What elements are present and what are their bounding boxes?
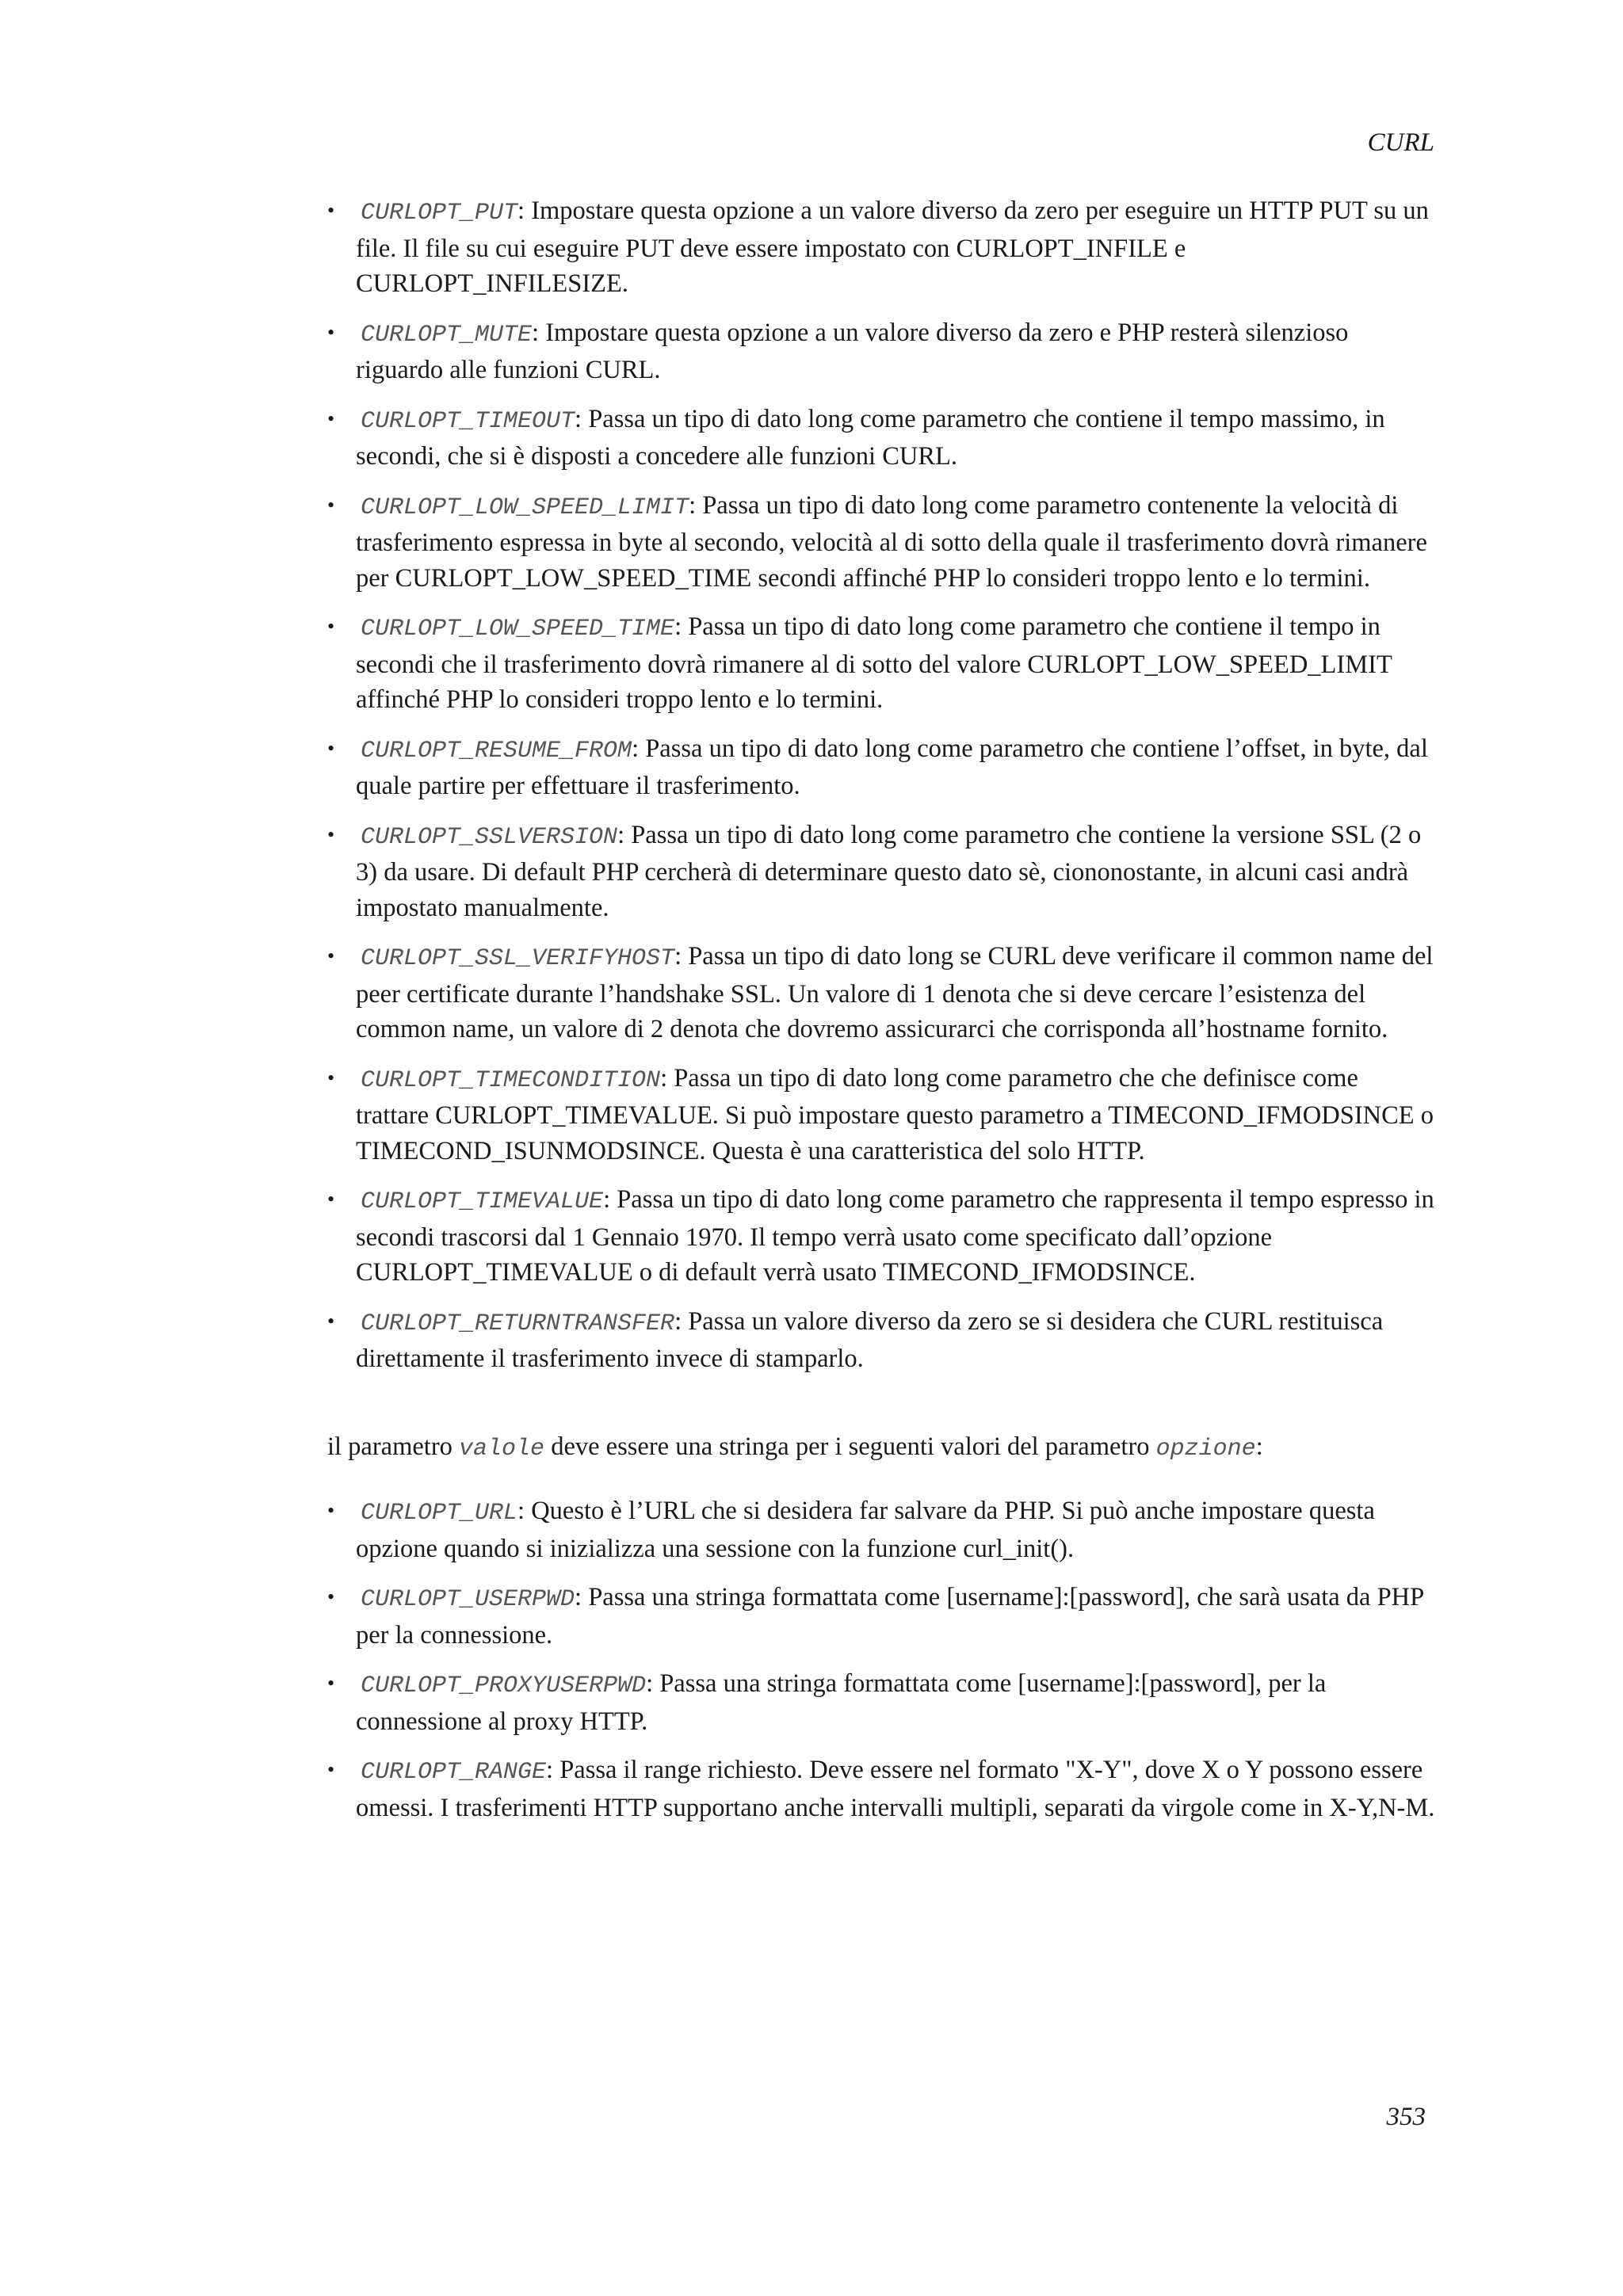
bullet-icon: • [327,736,335,760]
list-item [327,1580,1437,1653]
bullet-icon: • [327,615,335,638]
bullet-icon: • [327,406,335,430]
list-item [327,818,1437,926]
bullet-icon: • [327,493,335,517]
option-description: : Passa un valore diverso da zero se si desidera che CURL restituisca direttamente il trasferimento invece di stamparlo. [356,1306,1384,1373]
option-name: CURLOPT_TIMEOUT [361,407,575,435]
option-description: : Passa il range richiesto. Deve essere nel formato "X-Y", dove X o Y possono essere omessi. I trasferimenti HTTP supportano anche intervalli multipli, separati da virgole come in X-Y,N-M. [356,1756,1435,1822]
option-description: : Passa un tipo di dato long come parametro che contiene l’offset, in byte, dal quale partire per effettuare il trasferimento. [356,734,1428,800]
bullet-icon: • [327,1585,335,1608]
option-name: CURLOPT_RETURNTRANSFER [361,1310,675,1337]
bullet-icon: • [327,1188,335,1211]
intro-paragraph [327,1429,1437,1467]
list-item [327,1666,1437,1739]
option-name: CURLOPT_USERPWD [361,1586,575,1613]
intro-text-middle: deve essere una stringa per i seguenti valori del parametro [544,1432,1156,1461]
option-name: CURLOPT_LOW_SPEED_TIME [361,616,675,643]
bullet-icon: • [327,1309,335,1333]
list-item [327,1753,1437,1825]
intro-text-start: il parametro [327,1432,460,1461]
option-description: : Passa una stringa formattata come [username]:[password], per la connessione al proxy HTTP. [356,1669,1327,1736]
option-description: : Impostare questa opzione a un valore diverso da zero e PHP resterà silenzioso riguardo alle funzioni CURL. [356,318,1349,384]
option-name: CURLOPT_PUT [361,200,518,227]
list-item [327,1304,1437,1377]
list-item [327,1493,1437,1566]
option-description: : Passa un tipo di dato long se CURL deve verificare il common name del peer certificate durante l’handshake SSL. Un valore di 1 denota che si deve cercare l’esistenza del common name, un valore di 2 denota che dovremo assicurarci che corrisponda all’hostname fornito. [356,942,1434,1043]
option-description: : Passa un tipo di dato long come parametro che contiene la versione SSL (2 o 3) da usare. Di default PHP cercherà di determinare questo dato sè, ciononostante, in alcuni casi andrà impostato manualmente. [356,820,1422,922]
option-name: CURLOPT_SSL_VERIFYHOST [361,945,675,972]
option-name: CURLOPT_RANGE [361,1759,547,1786]
option-description: : Questo è l’URL che si desidera far salvare da PHP. Si può anche impostare questa opzione quando si inizializza una sessione con la funzione curl_init(). [356,1497,1375,1563]
intro-code-valole: valole [459,1435,545,1463]
list-item [327,488,1437,597]
intro-text-end: : [1255,1432,1263,1461]
page-content [327,193,1437,1839]
bullet-icon: • [327,1066,335,1089]
page-number: 353 [1386,2103,1426,2131]
bullet-icon: • [327,199,335,222]
option-name: CURLOPT_RESUME_FROM [361,737,632,765]
option-name: CURLOPT_PROXYUSERPWD [361,1672,647,1699]
bullet-icon: • [327,1758,335,1781]
list-item [327,1061,1437,1169]
list-item [327,402,1437,475]
list-item [327,1182,1437,1291]
bullet-icon: • [327,944,335,967]
list-item [327,193,1437,302]
long-option-list [327,193,1437,1377]
option-name: CURLOPT_LOW_SPEED_LIMIT [361,494,689,521]
option-name: CURLOPT_MUTE [361,321,533,349]
bullet-icon: • [327,320,335,344]
option-name: CURLOPT_TIMECONDITION [361,1066,661,1094]
running-header: CURL [1367,128,1434,157]
bullet-icon: • [327,1499,335,1522]
option-name: CURLOPT_TIMEVALUE [361,1188,604,1215]
option-description: : Impostare questa opzione a un valore diverso da zero per eseguire un HTTP PUT su un file. Il file su cui eseguire PUT deve essere impostato con CURLOPT_INFILE e CURLOPT_INFILESIZE. [356,196,1429,298]
option-description: : Passa un tipo di dato long come parametro che contiene il tempo in secondi che il trasferimento dovrà rimanere al di sotto del valore CURLOPT_LOW_SPEED_LIMIT affinché PHP lo consideri troppo lento e lo termini. [356,612,1392,714]
intro-code-opzione: opzione [1155,1435,1256,1463]
option-description: : Passa un tipo di dato long come parametro che contiene il tempo massimo, in secondi, che si è disposti a concedere alle funzioni CURL. [356,404,1385,471]
option-description: : Passa un tipo di dato long come parametro che che definisce come trattare CURLOPT_TIMEVALUE. Si può impostare questo parametro a TIMECOND_IFMODSINCE o TIMECOND_ISUNMODSINCE. Questa è una caratteristica del solo HTTP. [356,1063,1434,1165]
bullet-icon: • [327,1672,335,1695]
option-description: : Passa una stringa formattata come [username]:[password], che sarà usata da PHP per la connessione. [356,1583,1423,1650]
option-description: : Passa un tipo di dato long come parametro contenente la velocità di trasferimento espressa in byte al secondo, velocità al di sotto della quale il trasferimento dovrà rimanere per CURLOPT_LOW_SPEED_TIME secondi affinché PHP lo consideri troppo lento e lo termini. [356,490,1427,593]
option-name: CURLOPT_URL [361,1500,518,1527]
list-item [327,939,1437,1047]
list-item [327,609,1437,718]
list-item [327,731,1437,804]
option-name: CURLOPT_SSLVERSION [361,823,618,851]
string-option-list [327,1493,1437,1825]
list-item [327,315,1437,388]
option-description: : Passa un tipo di dato long come parametro che rappresenta il tempo espresso in secondi trascorsi dal 1 Gennaio 1970. Il tempo verrà usato come specificato dall’opzione CURLOPT_TIMEVALUE o di default verrà usato TIMECOND_IFMODSINCE. [356,1185,1434,1287]
bullet-icon: • [327,822,335,846]
